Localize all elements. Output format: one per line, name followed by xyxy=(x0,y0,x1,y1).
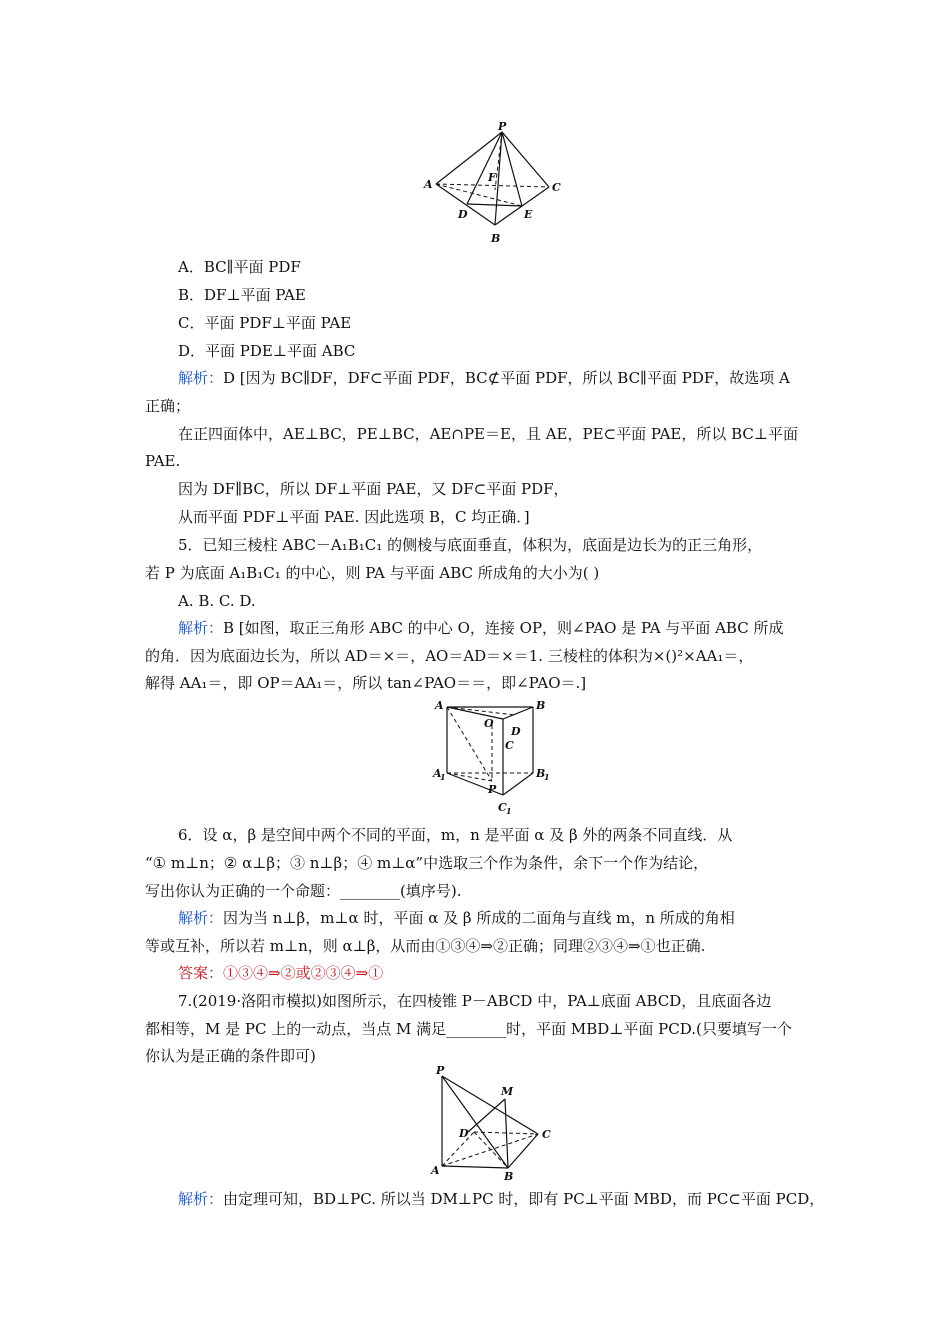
text-segment: 解得 AA₁＝，即 OP＝AA₁＝，所以 tan∠PAO＝＝，即∠PAO＝.] xyxy=(145,674,587,692)
text-segment: 写出你认为正确的一个命题：________(填序号). xyxy=(145,882,462,900)
analysis-line xyxy=(145,451,805,471)
text-segment: 从而平面 PDF⊥平面 PAE. 因此选项 B，C 均正确．] xyxy=(178,508,530,526)
text-segment: 5．已知三棱柱 ABC－A₁B₁C₁ 的侧棱与底面垂直，体积为，底面是边长为的正三角形， xyxy=(178,536,763,554)
analysis-line xyxy=(178,908,838,928)
pyramid-figure xyxy=(428,1066,558,1182)
fig-label: B xyxy=(491,232,501,245)
analysis-label: 解析： xyxy=(178,909,224,927)
answer-label: 答案： xyxy=(178,964,224,982)
analysis-line xyxy=(178,1189,838,1209)
fig-label: B xyxy=(536,767,546,780)
fig-label: P xyxy=(436,1064,445,1077)
text-segment: ①③④⇒②或②③④⇒① xyxy=(223,964,384,982)
choices-line xyxy=(178,591,838,611)
analysis-line xyxy=(178,507,838,527)
text-segment: 等或互补，所以若 m⊥n，则 α⊥β，从而由①③④⇒②正确；同理②③④⇒①也正确. xyxy=(145,937,706,955)
fig-label: F xyxy=(488,171,496,184)
fig-label-sub: 1 xyxy=(506,806,512,816)
text-segment: 的角．因为底面边长为，所以 AD＝×＝，AO＝AD＝×＝1. 三棱柱的体积为×()²×AA₁＝， xyxy=(145,647,754,665)
text-segment: 6．设 α，β 是空间中两个不同的平面，m，n 是平面 α 及 β 外的两条不同直线．从 xyxy=(178,826,733,844)
question-line xyxy=(145,881,805,901)
fig-label: C xyxy=(505,739,514,752)
text-segment: “① m⊥n；② α⊥β；③ n⊥β；④ m⊥α”中选取三个作为条件，余下一个作为结论， xyxy=(145,854,709,872)
text-segment: C．平面 PDF⊥平面 PAE xyxy=(178,314,352,332)
text-segment: 你认为是正确的条件即可) xyxy=(145,1047,316,1065)
question-line xyxy=(178,991,838,1011)
text-segment: 正确； xyxy=(145,397,191,415)
fig-label: P xyxy=(498,120,507,133)
text-segment: PAE. xyxy=(145,452,181,470)
text-segment: 7.(2019·洛阳市模拟)如图所示，在四棱锥 P－ABCD 中，PA⊥底面 ABCD，且底面各边 xyxy=(178,992,772,1010)
tetrahedron-figure xyxy=(418,120,568,250)
analysis-label: 解析： xyxy=(178,619,224,637)
answer-line xyxy=(178,963,838,983)
text-segment: B．DF⊥平面 PAE xyxy=(178,286,306,304)
fig-label: O xyxy=(484,717,494,730)
analysis-line xyxy=(145,936,805,956)
fig-label: B xyxy=(504,1170,514,1183)
analysis-line xyxy=(145,646,805,666)
analysis-line xyxy=(178,479,838,499)
fig-label: M xyxy=(501,1085,514,1098)
option-c xyxy=(178,313,838,333)
analysis-label: 解析： xyxy=(178,1190,224,1208)
text-segment: A．BC∥平面 PDF xyxy=(178,258,301,276)
fig-label: D xyxy=(458,208,468,221)
fig-label: C xyxy=(498,801,507,814)
analysis-line xyxy=(178,618,838,638)
prism-figure xyxy=(425,697,565,819)
fig-label: A xyxy=(433,767,442,780)
fig-label: C xyxy=(542,1128,551,1141)
fig-label: C xyxy=(552,181,561,194)
text-segment: 若 P 为底面 A₁B₁C₁ 的中心，则 PA 与平面 ABC 所成角的大小为( ) xyxy=(145,564,600,582)
text-segment: B [如图，取正三角形 ABC 的中心 O，连接 OP，则∠PAO 是 PA 与平面 ABC 所成 xyxy=(223,619,784,637)
text-segment: D．平面 PDE⊥平面 ABC xyxy=(178,342,356,360)
question-line xyxy=(145,563,805,583)
option-d xyxy=(178,341,838,361)
option-b xyxy=(178,285,838,305)
analysis-line xyxy=(178,368,838,388)
text-segment: 在正四面体中，AE⊥BC，PE⊥BC，AE∩PE＝E，且 AE，PE⊂平面 PAE，所以 BC⊥平面 xyxy=(178,425,799,443)
fig-label: D xyxy=(511,725,521,738)
fig-label-sub: 1 xyxy=(544,772,550,782)
fig-label: A xyxy=(431,1164,440,1177)
question-line xyxy=(178,535,838,555)
question-line xyxy=(145,1019,805,1039)
question-line xyxy=(145,853,805,873)
fig-label: A xyxy=(435,699,444,712)
text-segment: 因为当 n⊥β，m⊥α 时，平面 α 及 β 所成的二面角与直线 m，n 所成的角相 xyxy=(223,909,735,927)
fig-label-sub: 1 xyxy=(440,772,446,782)
text-segment: A. B. C. D. xyxy=(178,592,256,610)
analysis-line xyxy=(145,396,805,416)
text-segment: 由定理可知，BD⊥PC. 所以当 DM⊥PC 时，即有 PC⊥平面 MBD，而 PC⊂平面 PCD， xyxy=(223,1190,825,1208)
fig-label: A xyxy=(424,178,433,191)
analysis-line xyxy=(145,673,805,693)
fig-label: P xyxy=(488,783,497,796)
option-a xyxy=(178,257,838,277)
fig-label: B xyxy=(536,699,546,712)
question-line xyxy=(145,1046,805,1066)
fig-label: E xyxy=(524,208,533,221)
text-segment: D [因为 BC∥DF，DF⊂平面 PDF，BC⊄平面 PDF，所以 BC∥平面 PDF，故选项 A xyxy=(223,369,790,387)
text-segment: 因为 DF∥BC，所以 DF⊥平面 PAE，又 DF⊂平面 PDF， xyxy=(178,480,569,498)
fig-label: D xyxy=(459,1127,469,1140)
analysis-line xyxy=(178,424,838,444)
analysis-label: 解析： xyxy=(178,369,224,387)
question-line xyxy=(178,825,838,845)
text-segment: 都相等，M 是 PC 上的一动点，当点 M 满足________时，平面 MBD⊥平面 PCD.(只要填写一个 xyxy=(145,1020,792,1038)
